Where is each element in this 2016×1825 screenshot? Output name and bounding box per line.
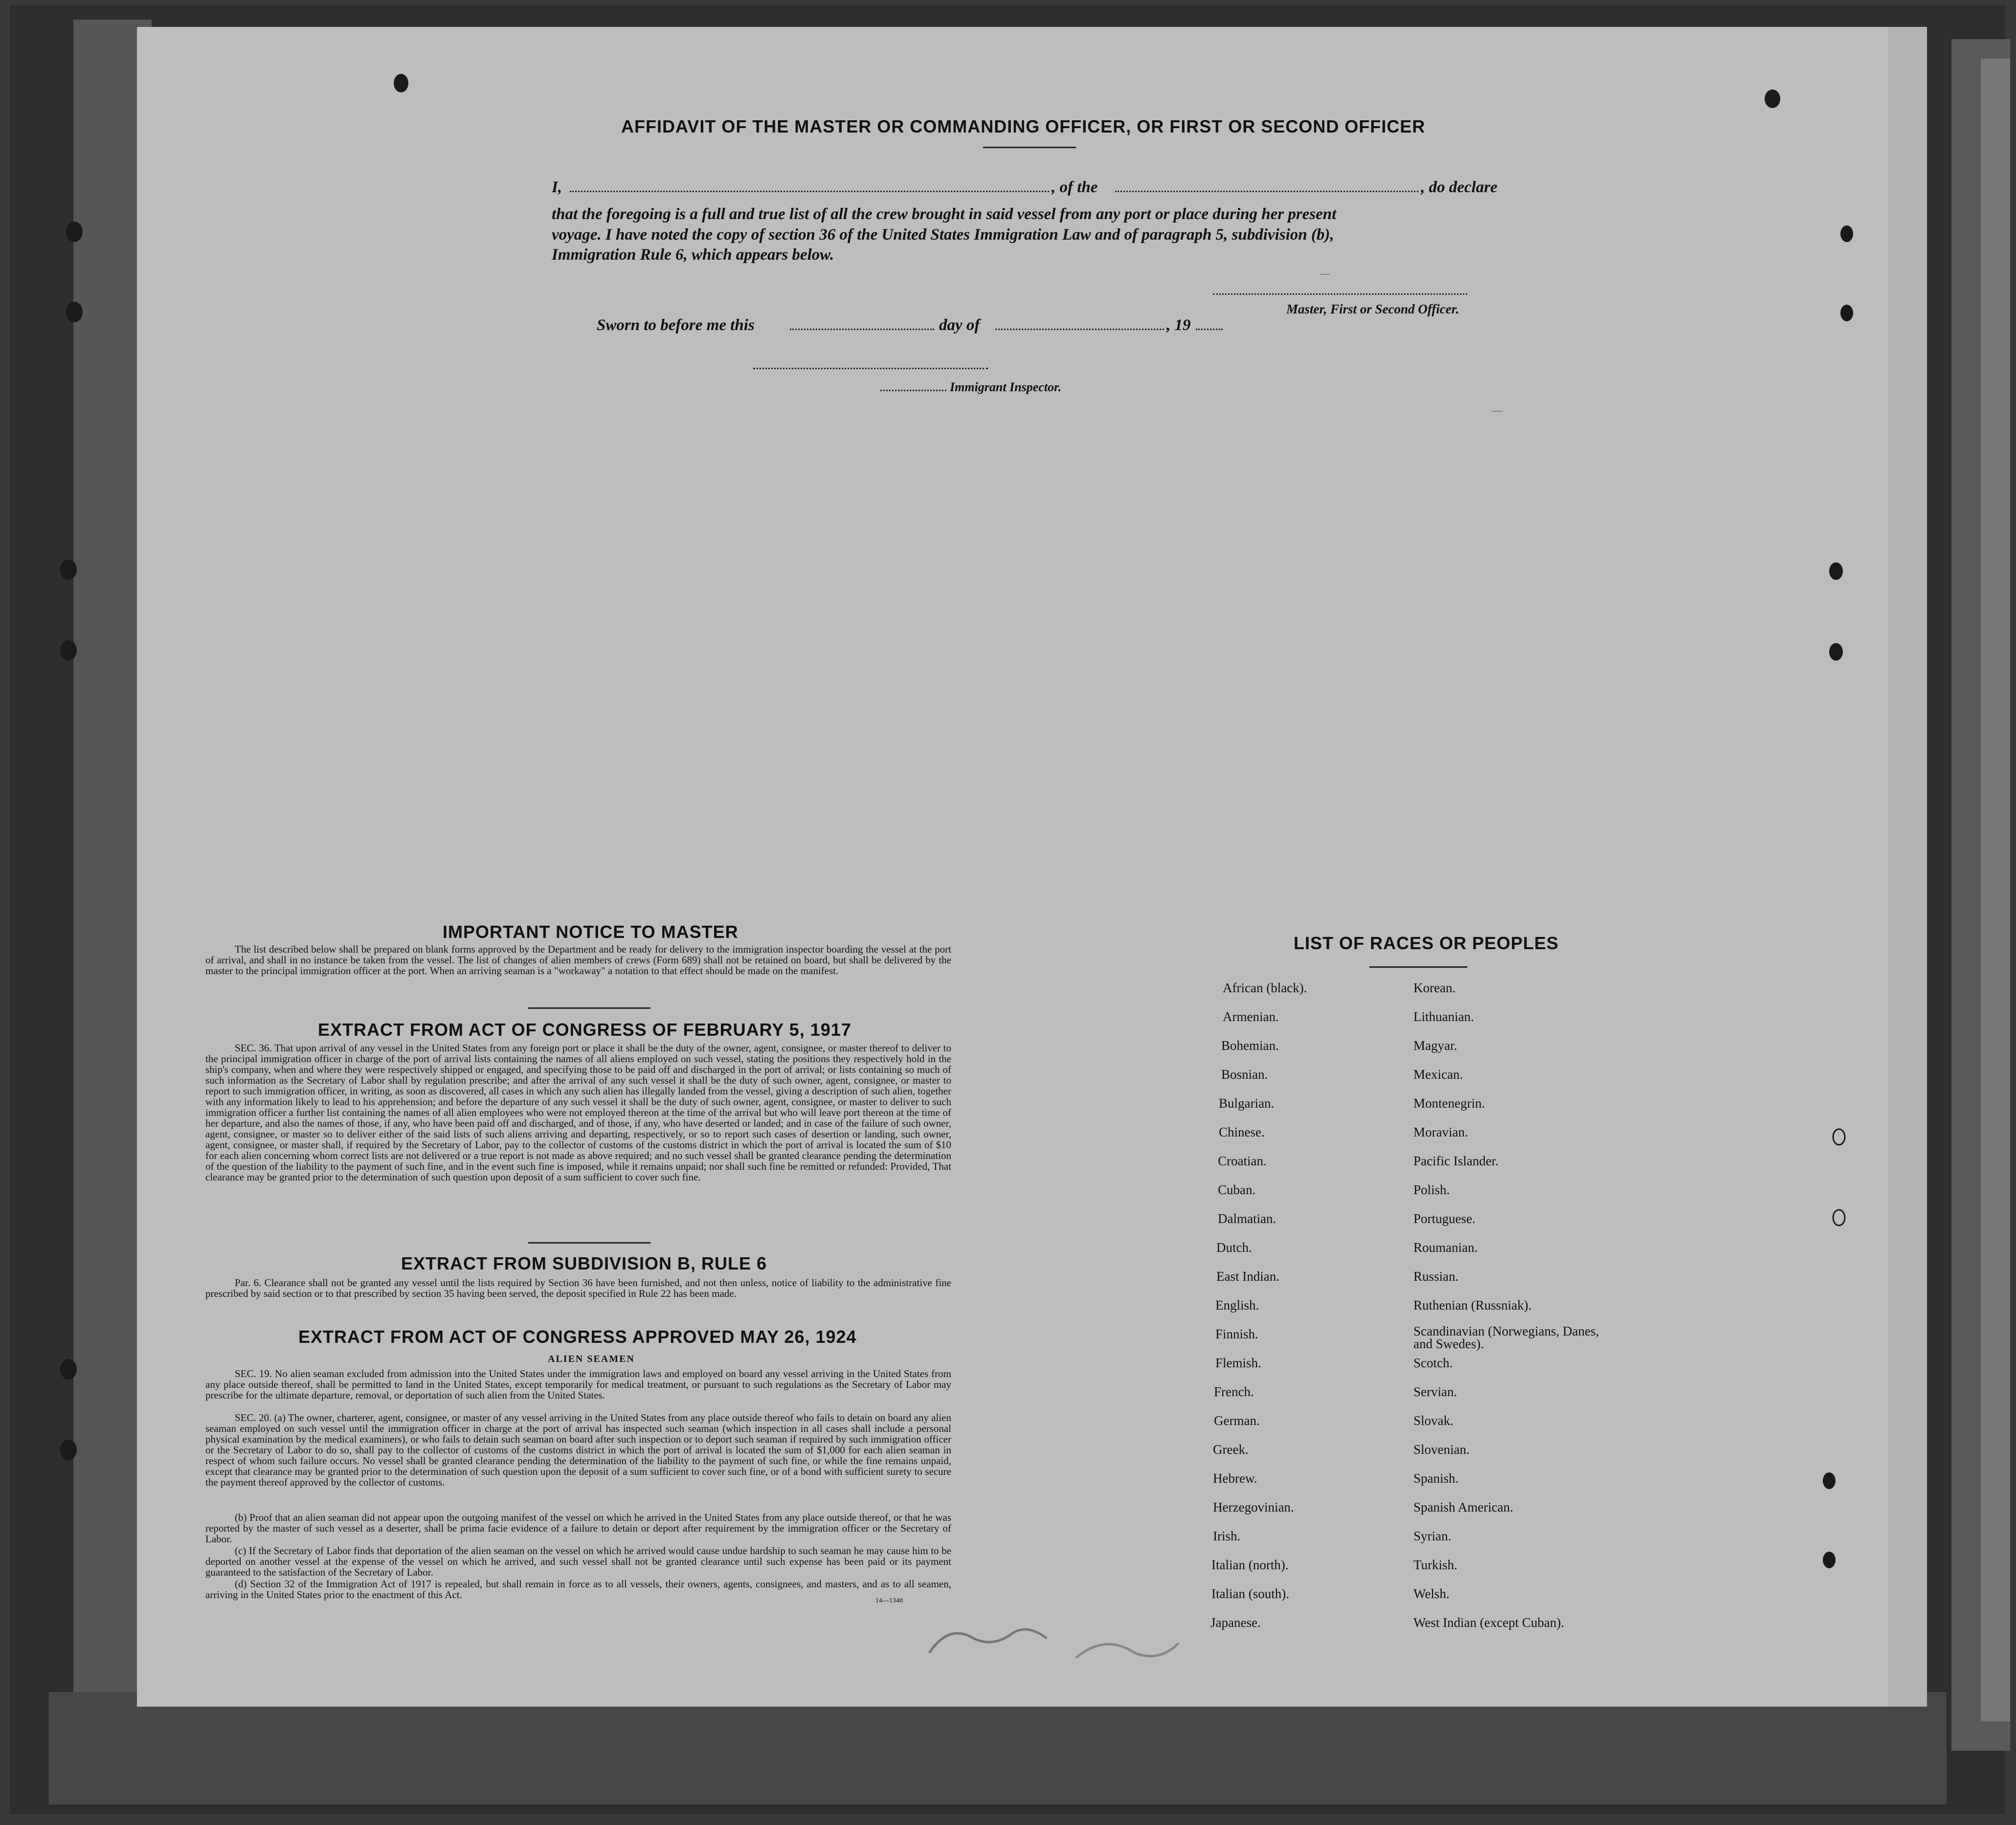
sworn-month-field[interactable] <box>995 329 1164 330</box>
notice-text: The list described below shall be prepared on blank forms approved by the Department and be ready for delivery to the immigration inspector boarding the vessel at the port of arrival, and shall in no instance be taken from the vessel. The list of changes of alien members of crews (Form 689) shall not be retained on board, but shall be delivered by the master to the principal immigration officer at the port. When an arriving seaman is a "workaway" a notation to that effect should be made on the manifest. <box>205 943 951 977</box>
race-item: Italian (north). <box>1211 1558 1289 1572</box>
race-item: Russian. <box>1413 1269 1459 1284</box>
race-item: Herzegovinian. <box>1213 1500 1294 1514</box>
extract-1924-sec20a: SEC. 20. (a) The owner, charterer, agent, consignee, or master of any vessel arriving in the United States from any place outside thereof who fails to detain on board any alien seaman employed on such vessel until the immigration officer in charge at the port of arrival has inspected such seaman (which inspection in all cases shall include a personal physical examination by the medical examiners), or who fails to detain such seaman on board after such inspection or to deport such seaman if required by such immigration officer or the Secretary of Labor to do so, shall pay to the collector of customs of the customs district in which the port of arrival is located the sum of $1,000 for each alien seaman in respect of whom such failure occurs. No vessel shall be granted clearance pending the determination of the liability to the payment of such fine, or while the fine remains unpaid, except that clearance may be granted prior to the determination of such question upon the deposit of a sum sufficient to cover such fine, or of a bond with sufficient surety to secure the payment thereof approved by the collector of customs. <box>205 1412 951 1488</box>
race-item: Moravian. <box>1413 1125 1468 1139</box>
signature-caption: Master, First or Second Officer. <box>1286 302 1459 316</box>
race-item: Turkish. <box>1413 1558 1457 1572</box>
race-item: Scotch. <box>1413 1356 1453 1370</box>
day-of-label: day of <box>939 316 980 334</box>
affidavit-title: AFFIDAVIT OF THE MASTER OR COMMANDING OFFICER, OR FIRST OR SECOND OFFICER <box>621 116 1426 136</box>
extract-1924-title: EXTRACT FROM ACT OF CONGRESS APPROVED MAY 26, 1924 <box>298 1327 857 1347</box>
officer-signature-field[interactable] <box>1213 293 1467 295</box>
extract-rule6-text: Par. 6. Clearance shall not be granted any vessel until the lists required by Section 36 have been furnished, and not then unless, notice of liability to the administrative fine prescribed by said section or to that prescribed by section 35 having been served, the deposit specified in Rule 22 has been made. <box>205 1277 951 1299</box>
inspector-caption-lead <box>880 390 946 391</box>
title-rule <box>983 147 1076 148</box>
race-item: Lithuanian. <box>1413 1009 1474 1024</box>
race-item: Flemish. <box>1215 1356 1261 1370</box>
race-item: Armenian. <box>1223 1009 1279 1024</box>
race-item: Irish. <box>1213 1529 1241 1543</box>
race-item: Japanese. <box>1210 1615 1261 1630</box>
race-item: Dutch. <box>1216 1240 1252 1255</box>
race-item: Scandinavian (Norwegians, Danes, and Swedes). <box>1413 1324 1599 1351</box>
inspector-signature-field[interactable] <box>753 368 988 369</box>
race-item: Chinese. <box>1219 1125 1265 1139</box>
extract-1917-text: SEC. 36. That upon arrival of any vessel in the United States from any foreign port or place it shall be the duty of the owner, agent, consignee, or master thereof to deliver to the principal immigration officer in charge of the port of arrival lists containing the names of all aliens employed on such vessel, stating the positions they respectively hold in the ship's company, when and where they were respectively shipped or engaged, and specifying those to be paid off and discharged in the port of arrival; or lists containing so much of such information as the Secretary of Labor shall by regulation prescribe; and after the arrival of any such vessel it shall be the duty of such owner, agent, consignee, or master to report to such immigration officer, in writing, as soon as discovered, all cases in which any such alien has illegally landed from the vessel, giving a description of such alien, together with any information likely to lead to his apprehension; and before the departure of any such vessel it shall be the duty of such owner, agent, consignee, or master to deliver to such immigration officer a further list containing the names of all alien employees who were not employed thereon at the time of the arrival but who will leave port thereon at the time of her departure, and also the names of those, if any, who have been paid off and discharged, and of those, if any, who have deserted or landed; and in case of the failure of such owner, agent, consignee, or master so to deliver either of the said lists of such aliens arriving and departing, respectively, or so to report such cases of desertion or landing, such owner, agent, consignee, or master shall, if required by the Secretary of Labor, pay to the collector of customs of the customs district in which the port of arrival is located the sum of $10 for each alien concerning whom correct lists are not delivered or a true report is not made as above required; and no such vessel shall be granted clearance pending the determination of the question of the liability to the payment of such fine, and in the event such fine is imposed, while it remains unpaid; nor shall such fine be remitted or refunded: Provided, That clearance may be granted prior to the determination of such question upon deposit of a sum sufficient to cover such fine. <box>205 1042 951 1183</box>
extract-1917-rule <box>528 1242 650 1244</box>
extract-1924-sec20d: (d) Section 32 of the Immigration Act of 1917 is repealed, but shall remain in force as to all vessels, their owners, agents, consignees, and masters, and as to all seamen, arriving in the United States prior to the enactment of this Act. <box>205 1578 951 1601</box>
race-item: Portuguese. <box>1413 1211 1476 1226</box>
race-item: Bohemian. <box>1221 1038 1279 1053</box>
race-item: Polish. <box>1413 1182 1450 1197</box>
master-name-field[interactable] <box>570 191 1049 192</box>
race-item: Magyar. <box>1413 1038 1457 1053</box>
race-item: Korean. <box>1413 980 1456 995</box>
race-item: Hebrew. <box>1213 1471 1257 1486</box>
race-item: West Indian (except Cuban). <box>1413 1615 1565 1630</box>
race-item: Ruthenian (Russniak). <box>1413 1298 1532 1313</box>
sworn-day-field[interactable] <box>790 329 934 330</box>
race-item: Croatian. <box>1218 1154 1267 1168</box>
extract-1924-subtitle: ALIEN SEAMEN <box>548 1354 635 1364</box>
race-item: Spanish. <box>1413 1471 1459 1486</box>
of-the-label: , of the <box>1052 178 1098 196</box>
race-item: Bulgarian. <box>1219 1096 1275 1111</box>
race-item: Pacific Islander. <box>1413 1154 1499 1168</box>
race-item: Slovenian. <box>1413 1442 1470 1457</box>
race-item: Bosnian. <box>1221 1067 1268 1082</box>
race-item: French. <box>1214 1384 1254 1399</box>
inspector-caption: Immigrant Inspector. <box>950 380 1062 394</box>
race-item: English. <box>1215 1298 1259 1313</box>
form-number: 14—1340 <box>875 1597 903 1604</box>
affidavit-body-line-1: that the foregoing is a full and true list of all the crew brought in said vessel from any port or place during her present <box>552 205 1337 223</box>
race-item: Mexican. <box>1413 1067 1463 1082</box>
race-item: Servian. <box>1413 1384 1457 1399</box>
notice-title: IMPORTANT NOTICE TO MASTER <box>443 922 739 942</box>
vessel-name-field[interactable] <box>1115 191 1418 192</box>
race-item: East Indian. <box>1216 1269 1279 1284</box>
race-item: Italian (south). <box>1211 1586 1289 1601</box>
race-item: African (black). <box>1223 980 1307 995</box>
race-item: Finnish. <box>1215 1327 1258 1341</box>
extract-1924-sec19: SEC. 19. No alien seaman excluded from admission into the United States under the immigration laws and employed on board any vessel arriving in the United States from any place outside thereof, shall be permitted to land in the United States, except temporarily for medical treatment, or pursuant to such regulations as the Secretary of Labor may prescribe for the ultimate departure, removal, or deportation of such alien from the United States. <box>205 1368 951 1401</box>
affidavit-body-line-2: voyage. I have noted the copy of section 36 of the United States Immigration Law and of paragraph 5, subdivision (b), <box>552 226 1334 244</box>
race-item: Greek. <box>1213 1442 1249 1457</box>
races-rule <box>1369 966 1467 968</box>
do-declare-label: , do declare <box>1421 178 1498 196</box>
race-item: German. <box>1214 1413 1260 1428</box>
race-item: Dalmatian. <box>1218 1211 1277 1226</box>
sworn-label: Sworn to before me this <box>597 316 755 334</box>
extract-1924-sec20b: (b) Proof that an alien seaman did not appear upon the outgoing manifest of the vessel on which he arrived in the United States from any place outside thereof, or that he was reported by the master of such vessel as a deserter, shall be prima facie evidence of a failure to detain or deport after requirement by the immigration officer or the Secretary of Labor. <box>205 1512 951 1545</box>
affidavit-i-label: I, <box>552 178 562 196</box>
year-label: , 19 <box>1166 316 1191 334</box>
race-item: Syrian. <box>1413 1529 1452 1543</box>
affidavit-body-line-3: Immigration Rule 6, which appears below. <box>552 246 834 264</box>
extract-rule6-title: EXTRACT FROM SUBDIVISION B, RULE 6 <box>401 1253 767 1273</box>
race-item: Cuban. <box>1218 1182 1256 1197</box>
race-item: Roumanian. <box>1413 1240 1478 1255</box>
extract-1924-sec20c: (c) If the Secretary of Labor finds that deportation of the alien seaman on the vessel on which he arrived would cause undue hardship to such seaman he may cause him to be deported on another vessel at the expense of the vessel on which he arrived, and such vessel shall not be granted clearance until such expense has been paid or its payment guaranteed to the satisfaction of the Secretary of Labor. <box>205 1545 951 1578</box>
race-item: Montenegrin. <box>1413 1096 1485 1111</box>
notice-rule <box>528 1007 650 1009</box>
extract-1917-title: EXTRACT FROM ACT OF CONGRESS OF FEBRUARY 5, 1917 <box>318 1020 851 1040</box>
race-item: Slovak. <box>1413 1413 1454 1428</box>
race-item: Welsh. <box>1413 1586 1450 1601</box>
sworn-year-field[interactable] <box>1196 329 1223 330</box>
races-title: LIST OF RACES OR PEOPLES <box>1294 933 1559 953</box>
race-item: Spanish American. <box>1413 1500 1513 1514</box>
